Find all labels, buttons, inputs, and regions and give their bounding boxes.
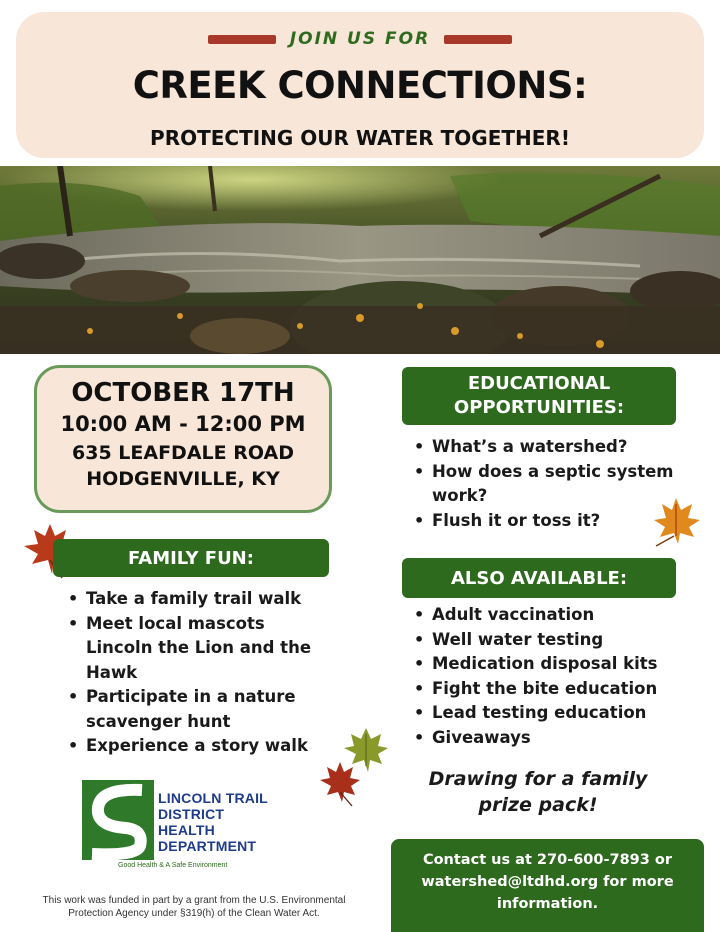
educational-list <box>412 435 702 533</box>
funding-note: This work was funded in part by a grant from the U.S. Environmental Protection Agency under §319(h) of the Clean Water Act. <box>42 895 346 919</box>
list-item: • Medication disposal kits <box>412 652 702 677</box>
list-item: • Experience a story walk <box>66 734 336 759</box>
also-available-label: ALSO AVAILABLE: <box>402 558 676 598</box>
logo-line: LINCOLN TRAIL <box>158 790 268 806</box>
logo-line: DISTRICT <box>158 806 225 822</box>
list-item: • Lead testing education <box>412 701 702 726</box>
logo-wordmark <box>158 790 288 854</box>
prize-drawing-note: Drawing for a family prize pack! <box>428 768 648 816</box>
event-subtitle: PROTECTING OUR WATER TOGETHER! <box>150 126 570 150</box>
logo-mark-icon <box>82 780 154 860</box>
contact-box: Contact us at 270-600-7893 or watershed@ltdhd.org for more information. <box>391 839 704 932</box>
event-details-box <box>34 365 332 513</box>
event-date: OCTOBER 17TH <box>71 378 295 408</box>
educational-label: EDUCATIONAL OPPORTUNITIES: <box>402 367 676 425</box>
family-fun-list <box>66 587 336 759</box>
header-banner <box>16 12 704 158</box>
creek-photo <box>0 166 720 354</box>
list-item: • Fight the bite education <box>412 677 702 702</box>
event-time: 10:00 AM - 12:00 PM <box>60 412 306 436</box>
event-city: HODGENVILLE, KY <box>86 468 280 490</box>
list-item: • What’s a watershed? <box>412 435 702 460</box>
logo-tagline: Good Health & A Safe Environment <box>118 862 228 869</box>
list-item: • Participate in a nature scavenger hunt <box>66 685 336 734</box>
list-item: • How does a septic system work? <box>412 460 702 509</box>
join-text: JOIN US FOR <box>289 29 431 49</box>
list-item: • Giveaways <box>412 726 702 751</box>
list-item: • Take a family trail walk <box>66 587 336 612</box>
list-item: • Adult vaccination <box>412 603 702 628</box>
family-fun-label: FAMILY FUN: <box>53 539 329 577</box>
event-address: 635 LEAFDALE ROAD <box>72 442 294 464</box>
logo-line: DEPARTMENT <box>158 838 257 854</box>
left-accent-bar <box>208 35 276 44</box>
list-item: • Meet local mascots Lincoln the Lion and the Hawk <box>66 612 336 686</box>
logo-line: HEALTH <box>158 822 215 838</box>
event-title: CREEK CONNECTIONS: <box>132 64 588 107</box>
list-item: • Flush it or toss it? <box>412 509 702 534</box>
join-row <box>16 26 704 52</box>
list-item: • Well water testing <box>412 628 702 653</box>
right-accent-bar <box>444 35 512 44</box>
also-available-list <box>412 603 702 750</box>
health-department-logo <box>82 776 282 872</box>
red-leaf-icon <box>318 760 362 808</box>
